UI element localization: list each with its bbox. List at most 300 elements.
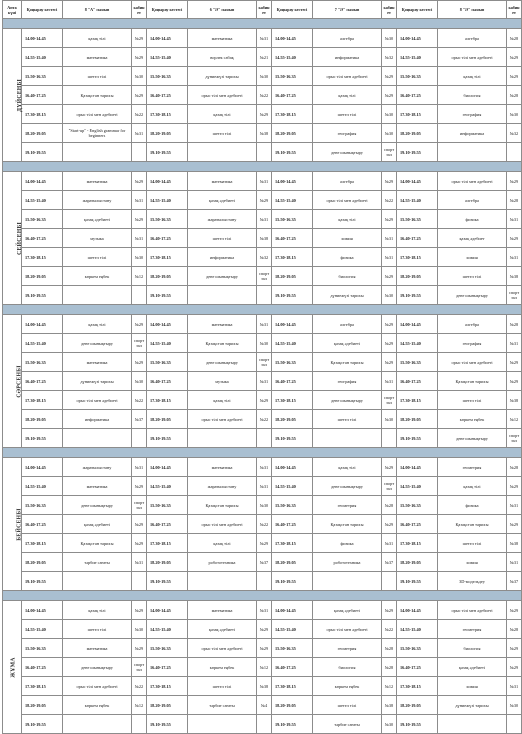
room: №31 [257, 458, 272, 477]
subject: орыс тілі мен әдебиеті [438, 48, 507, 67]
time-header: Қоңырау кестесі [397, 1, 438, 19]
bell-time: 14.55-15.40 [147, 191, 188, 210]
lesson-row [3, 458, 522, 477]
lesson-row [3, 124, 522, 143]
room: №31 [257, 372, 272, 391]
room: спорт зал [132, 334, 147, 353]
separator-cell [3, 591, 522, 601]
day-separator [3, 19, 522, 29]
lesson-row [3, 29, 522, 48]
subject: қазақ тілі [63, 601, 132, 620]
bell-time: 14.55-15.40 [272, 48, 313, 67]
subject: "Start-up" - English grammar for beginners [63, 124, 132, 143]
subject: дене шынықтыру [188, 353, 257, 372]
subject: химия [438, 677, 507, 696]
room: №21 [257, 48, 272, 67]
bell-time: 18.20-19.05 [397, 124, 438, 143]
subject: информатика [313, 48, 382, 67]
bell-time: 17.30-18.15 [147, 248, 188, 267]
bell-time: 15.50-16.35 [22, 67, 63, 86]
day-cell [3, 601, 22, 734]
bell-time: 18.20-19.05 [147, 124, 188, 143]
room: №28 [382, 658, 397, 677]
room: №31 [132, 458, 147, 477]
bell-time: 14.55-15.40 [397, 334, 438, 353]
bell-time: 17.30-18.15 [22, 677, 63, 696]
lesson-row [3, 515, 522, 534]
subject: физика [438, 496, 507, 515]
room: №29 [132, 477, 147, 496]
bell-time: 14.00-14.45 [22, 29, 63, 48]
room: №30 [132, 620, 147, 639]
bell-time: 19.10-19.55 [147, 143, 188, 162]
lesson-row [3, 143, 522, 162]
bell-time: 17.30-18.15 [397, 534, 438, 553]
class-header: 8 "Ә" сынып [438, 1, 507, 19]
bell-time: 18.20-19.05 [22, 696, 63, 715]
room [257, 286, 272, 305]
room-header: кабинет [382, 1, 397, 19]
bell-time: 19.10-19.55 [397, 429, 438, 448]
room: №29 [507, 639, 522, 658]
bell-time: 19.10-19.55 [397, 286, 438, 305]
lesson-row [3, 658, 522, 677]
subject: қазақ әдебиеті [188, 191, 257, 210]
room: №12 [132, 696, 147, 715]
room: №38 [507, 534, 522, 553]
subject: қазақ әдебиет [438, 229, 507, 248]
room: №28 [507, 458, 522, 477]
time-header: Қоңырау кестесі [22, 1, 63, 19]
bell-time: 17.30-18.15 [22, 534, 63, 553]
bell-time: 14.00-14.45 [22, 458, 63, 477]
subject: жаратылыстану [188, 210, 257, 229]
lesson-row [3, 601, 522, 620]
room: №29 [132, 86, 147, 105]
subject: Қазақстан тарихы [63, 534, 132, 553]
room: №32 [257, 248, 272, 267]
room: №38 [257, 124, 272, 143]
subject: шетел тілі [188, 677, 257, 696]
room: №29 [257, 620, 272, 639]
bell-time: 14.00-14.45 [272, 458, 313, 477]
room: №38 [507, 391, 522, 410]
room: №29 [382, 210, 397, 229]
bell-time: 14.55-15.40 [397, 477, 438, 496]
bell-time: 14.00-14.45 [22, 315, 63, 334]
bell-time: 17.30-18.15 [272, 534, 313, 553]
class-header: 7 "Ә" сынып [313, 1, 382, 19]
room-header: кабинет [507, 1, 522, 19]
room: №29 [132, 534, 147, 553]
room: №29 [382, 515, 397, 534]
subject [63, 572, 132, 591]
room: №29 [507, 477, 522, 496]
subject: орыс тілі мен әдебиеті [313, 620, 382, 639]
bell-time: 14.55-15.40 [272, 620, 313, 639]
lesson-row [3, 248, 522, 267]
bell-time: 18.20-19.05 [147, 696, 188, 715]
room: №29 [132, 353, 147, 372]
lesson-row [3, 86, 522, 105]
room: №30 [507, 696, 522, 715]
schedule-table [2, 0, 522, 734]
room: №22 [257, 515, 272, 534]
lesson-row [3, 534, 522, 553]
room: №37 [132, 410, 147, 429]
day-name: БЕЙСЕНБІ [16, 508, 23, 541]
room [507, 715, 522, 734]
bell-time: 16.40-17.25 [397, 658, 438, 677]
lesson-row [3, 191, 522, 210]
subject: дене шынықтыру [438, 286, 507, 305]
subject: алгебра [438, 191, 507, 210]
subject: биология [313, 267, 382, 286]
room: №12 [382, 677, 397, 696]
subject: жаратылыстану [188, 477, 257, 496]
room: №22 [257, 410, 272, 429]
room: №28 [507, 191, 522, 210]
room: спорт зал [382, 477, 397, 496]
room: №37 [382, 553, 397, 572]
day-separator [3, 591, 522, 601]
room: №30 [257, 67, 272, 86]
room: №29 [382, 334, 397, 353]
bell-time: 14.00-14.45 [272, 601, 313, 620]
room: спорт зал [507, 286, 522, 305]
bell-time: 17.30-18.15 [147, 391, 188, 410]
subject: алгебра [313, 315, 382, 334]
subject: орыс тілі мен әдебиеті [188, 515, 257, 534]
room: №30 [382, 105, 397, 124]
subject: алгебра [438, 315, 507, 334]
lesson-row [3, 553, 522, 572]
lesson-row [3, 410, 522, 429]
room: №29 [257, 534, 272, 553]
lesson-row [3, 715, 522, 734]
room: №38 [257, 677, 272, 696]
bell-time: 14.00-14.45 [397, 601, 438, 620]
subject: математика [188, 458, 257, 477]
room: №29 [507, 172, 522, 191]
bell-time: 16.40-17.25 [22, 372, 63, 391]
room: №38 [382, 696, 397, 715]
subject: орыс тілі мен әдебиеті [188, 410, 257, 429]
subject: математика [188, 315, 257, 334]
bell-time: 19.10-19.55 [272, 143, 313, 162]
room: №29 [132, 515, 147, 534]
room: №28 [507, 315, 522, 334]
room: №31 [132, 191, 147, 210]
bell-time: 18.20-19.05 [272, 124, 313, 143]
room: №29 [507, 658, 522, 677]
bell-time: 17.30-18.15 [22, 391, 63, 410]
bell-time: 15.50-16.35 [397, 67, 438, 86]
room: №29 [382, 601, 397, 620]
bell-time: 15.50-16.35 [147, 210, 188, 229]
subject: көркем еңбек [63, 267, 132, 286]
bell-time: 14.00-14.45 [272, 29, 313, 48]
bell-time: 16.40-17.25 [22, 86, 63, 105]
bell-time: 14.55-15.40 [22, 191, 63, 210]
room: №31 [132, 553, 147, 572]
subject [63, 715, 132, 734]
bell-time: 19.10-19.55 [272, 572, 313, 591]
room: №30 [382, 410, 397, 429]
subject: география [438, 334, 507, 353]
subject: жаратылыстану [63, 458, 132, 477]
room [132, 143, 147, 162]
bell-time: 16.40-17.25 [22, 515, 63, 534]
subject: робототехника [188, 553, 257, 572]
lesson-row [3, 267, 522, 286]
room: №29 [507, 601, 522, 620]
lesson-row [3, 286, 522, 305]
bell-time: 14.00-14.45 [22, 172, 63, 191]
subject: дене шынықтыру [313, 143, 382, 162]
lesson-row [3, 696, 522, 715]
room: №29 [132, 29, 147, 48]
bell-time: 14.00-14.45 [397, 315, 438, 334]
room: №29 [382, 67, 397, 86]
bell-time: 14.00-14.45 [147, 29, 188, 48]
bell-time: 17.30-18.15 [147, 105, 188, 124]
bell-time: 19.10-19.55 [272, 715, 313, 734]
room: №22 [382, 620, 397, 639]
room: №28 [507, 29, 522, 48]
bell-time: 17.30-18.15 [22, 105, 63, 124]
subject: қазақ тілі [438, 67, 507, 86]
room: №31 [507, 248, 522, 267]
room: спорт зал [257, 353, 272, 372]
subject: шетел тілі [438, 534, 507, 553]
bell-time: 18.20-19.05 [22, 410, 63, 429]
bell-time: 17.30-18.15 [272, 677, 313, 696]
bell-time: 14.55-15.40 [272, 191, 313, 210]
bell-time: 14.00-14.45 [147, 601, 188, 620]
bell-time: 14.00-14.45 [397, 458, 438, 477]
bell-time: 14.55-15.40 [272, 477, 313, 496]
room: №29 [382, 353, 397, 372]
bell-time: 18.20-19.05 [22, 124, 63, 143]
room: №4 [257, 696, 272, 715]
subject: геометрия [438, 458, 507, 477]
subject: ворлек сабақ [188, 48, 257, 67]
room: №31 [257, 477, 272, 496]
bell-time: 16.40-17.25 [397, 372, 438, 391]
bell-time: 16.40-17.25 [397, 229, 438, 248]
room: спорт зал [507, 429, 522, 448]
subject: шетел тілі [313, 696, 382, 715]
lesson-row [3, 229, 522, 248]
subject: Қазақстан тарихы [313, 353, 382, 372]
bell-time: 15.50-16.35 [22, 210, 63, 229]
bell-time: 19.10-19.55 [397, 143, 438, 162]
bell-time: 17.30-18.15 [397, 105, 438, 124]
subject: дене шынықтыру [63, 658, 132, 677]
room: №32 [382, 48, 397, 67]
subject: химия [438, 248, 507, 267]
room: №29 [382, 315, 397, 334]
subject: орыс тілі мен әдебиеті [313, 67, 382, 86]
separator-cell [3, 448, 522, 458]
subject: математика [63, 172, 132, 191]
bell-time: 16.40-17.25 [147, 515, 188, 534]
subject: алгебра [313, 172, 382, 191]
subject: Қазақстан тарихы [188, 496, 257, 515]
room: №30 [507, 105, 522, 124]
room: №31 [132, 124, 147, 143]
room: спорт зал [382, 391, 397, 410]
subject: шетел тілі [188, 124, 257, 143]
subject: дене шынықтыру [313, 477, 382, 496]
bell-time: 19.10-19.55 [22, 286, 63, 305]
room: №28 [507, 620, 522, 639]
subject: математика [63, 353, 132, 372]
room: №22 [132, 677, 147, 696]
room: №29 [382, 172, 397, 191]
subject [188, 572, 257, 591]
subject: физика [438, 210, 507, 229]
room: №29 [132, 210, 147, 229]
subject: қазақ әдебиеті [188, 620, 257, 639]
subject [438, 715, 507, 734]
day-cell [3, 315, 22, 448]
subject: Қазақстан тарихы [438, 515, 507, 534]
bell-time: 16.40-17.25 [272, 86, 313, 105]
bell-time: 15.50-16.35 [397, 639, 438, 658]
room: №30 [382, 286, 397, 305]
bell-time: 14.55-15.40 [22, 48, 63, 67]
bell-time: 16.40-17.25 [22, 658, 63, 677]
room-header: кабинет [132, 1, 147, 19]
subject: математика [63, 48, 132, 67]
subject: қазақ тілі [188, 105, 257, 124]
subject: математика [63, 639, 132, 658]
bell-time: 19.10-19.55 [147, 286, 188, 305]
subject: тәрбие сағаты [63, 553, 132, 572]
subject: тәрбие сағаты [188, 696, 257, 715]
bell-time: 14.00-14.45 [272, 315, 313, 334]
lesson-row [3, 391, 522, 410]
subject: шетел тілі [63, 620, 132, 639]
room: №29 [132, 172, 147, 191]
subject: қазақ тілі [63, 315, 132, 334]
subject: дене шынықтыру [313, 391, 382, 410]
subject: алгебра [313, 29, 382, 48]
bell-time: 15.50-16.35 [272, 210, 313, 229]
subject: тәрбие сағаты [313, 715, 382, 734]
bell-time: 19.10-19.55 [272, 286, 313, 305]
room [132, 286, 147, 305]
subject: робототехника [313, 553, 382, 572]
room: №29 [257, 191, 272, 210]
separator-cell [3, 19, 522, 29]
room: №30 [132, 67, 147, 86]
lesson-row [3, 172, 522, 191]
subject: қазақ тілі [313, 86, 382, 105]
subject: геометрия [313, 639, 382, 658]
room: №31 [257, 210, 272, 229]
bell-time: 14.55-15.40 [22, 620, 63, 639]
subject: информатика [188, 248, 257, 267]
bell-time: 18.20-19.05 [272, 553, 313, 572]
room: №30 [382, 29, 397, 48]
room: №31 [507, 334, 522, 353]
bell-time: 14.55-15.40 [272, 334, 313, 353]
subject: орыс тілі мен әдебиеті [188, 86, 257, 105]
bell-time: 19.10-19.55 [147, 572, 188, 591]
subject: қазақ әдебиеті [313, 334, 382, 353]
room: №30 [132, 248, 147, 267]
subject: шетел тілі [313, 105, 382, 124]
subject [188, 429, 257, 448]
room [257, 715, 272, 734]
bell-time: 15.50-16.35 [22, 639, 63, 658]
bell-time: 18.20-19.05 [272, 410, 313, 429]
room: №38 [507, 267, 522, 286]
bell-time: 14.00-14.45 [397, 29, 438, 48]
subject: қазақ әдебиеті [438, 658, 507, 677]
bell-time: 19.10-19.55 [397, 715, 438, 734]
subject: информатика [63, 410, 132, 429]
bell-time: 15.50-16.35 [397, 353, 438, 372]
bell-time: 17.30-18.15 [397, 248, 438, 267]
room-header: кабинет [257, 1, 272, 19]
subject: қазақ тілі [188, 534, 257, 553]
subject: шетел тілі [63, 248, 132, 267]
subject: шетел тілі [438, 267, 507, 286]
bell-time: 18.20-19.05 [397, 267, 438, 286]
subject: көркем еңбек [438, 410, 507, 429]
subject: химия [438, 553, 507, 572]
bell-time: 19.10-19.55 [397, 572, 438, 591]
subject: алгебра [438, 29, 507, 48]
bell-time: 16.40-17.25 [147, 229, 188, 248]
subject: музыка [63, 229, 132, 248]
subject: математика [188, 601, 257, 620]
subject: қазақ тілі [313, 210, 382, 229]
time-header: Қоңырау кестесі [272, 1, 313, 19]
room: спорт зал [132, 658, 147, 677]
bell-time: 16.40-17.25 [22, 229, 63, 248]
subject: орыс тілі мен әдебиеті [313, 191, 382, 210]
bell-time: 19.10-19.55 [272, 429, 313, 448]
separator-cell [3, 162, 522, 172]
bell-time: 14.55-15.40 [147, 334, 188, 353]
bell-time: 18.20-19.05 [397, 696, 438, 715]
subject: химия [313, 229, 382, 248]
subject [188, 286, 257, 305]
subject [313, 572, 382, 591]
bell-time: 15.50-16.35 [272, 639, 313, 658]
lesson-row [3, 315, 522, 334]
room: №12 [507, 410, 522, 429]
bell-time: 18.20-19.05 [147, 410, 188, 429]
bell-time: 14.00-14.45 [147, 172, 188, 191]
subject: дене шынықтыру [63, 496, 132, 515]
bell-time: 16.40-17.25 [397, 515, 438, 534]
bell-time: 15.50-16.35 [147, 496, 188, 515]
room: №30 [132, 372, 147, 391]
room [382, 572, 397, 591]
bell-time: 16.40-17.25 [272, 372, 313, 391]
room: №31 [507, 210, 522, 229]
subject: география [313, 124, 382, 143]
day-header: Апта күні [3, 1, 22, 19]
subject: геометрия [313, 496, 382, 515]
room [257, 429, 272, 448]
